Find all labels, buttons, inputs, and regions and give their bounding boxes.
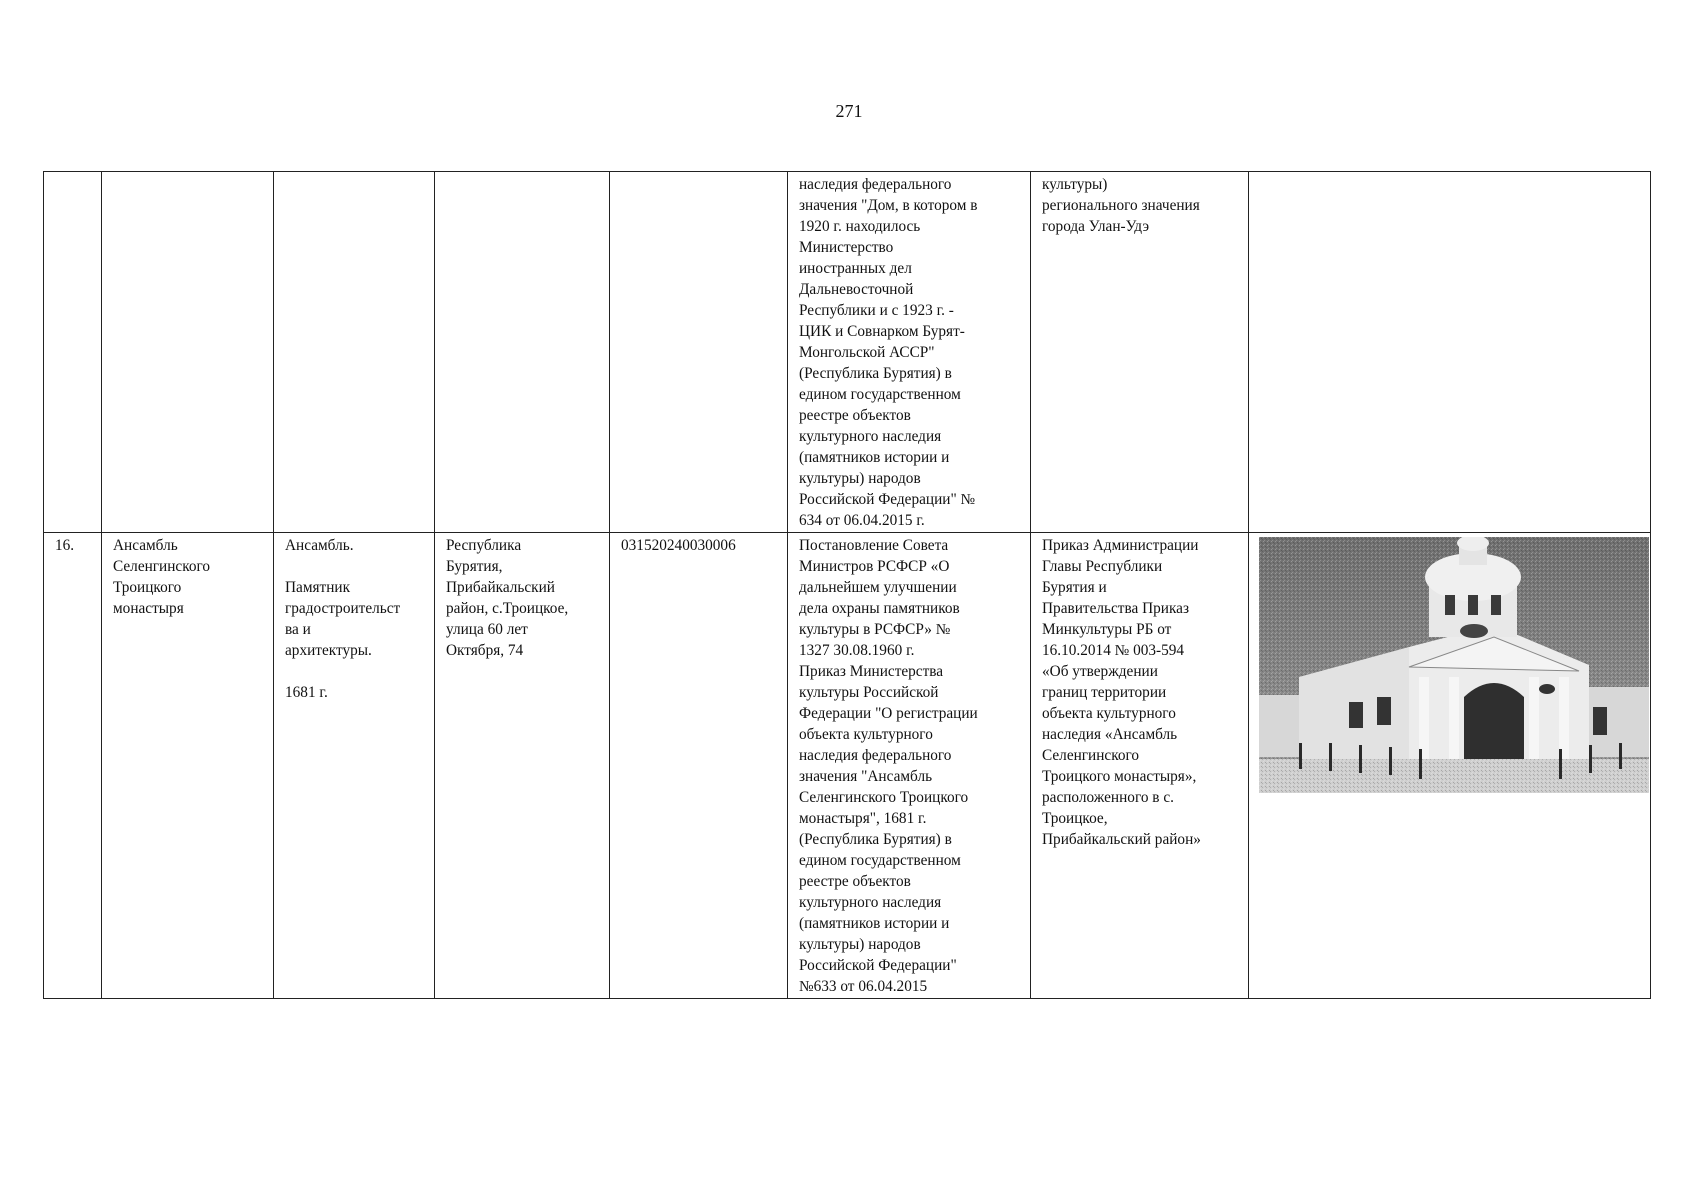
- regional-act-cell: Приказ Администрации Главы Республики Бурятия и Правительства Приказ Минкультуры РБ от 16.10.2014 № 003-594 «Об утверждении границ территории объекта культурного наследия «Ансамбль Селенгинского Троицкого монастыря», расположенного в с. Троицкое, Прибайкальский район»: [1031, 533, 1249, 999]
- address-cell: [435, 172, 610, 533]
- object-name-cell: Ансамбль Селенгинского Троицкого монастыря: [102, 533, 274, 999]
- monastery-photo: [1259, 537, 1649, 793]
- heritage-registry-table: [43, 171, 1651, 999]
- address-cell: Республика Бурятия, Прибайкальский район, с.Троицкое, улица 60 лет Октября, 74: [435, 533, 610, 999]
- photo-cell: [1249, 533, 1651, 999]
- registry-number-cell: [610, 172, 788, 533]
- regional-act-cell: культуры) регионального значения города Улан-Удэ: [1031, 172, 1249, 533]
- federal-act-cell: наследия федерального значения "Дом, в котором в 1920 г. находилось Министерство иностранных дел Дальневосточной Республики и с 1923 г. - ЦИК и Совнарком Бурят- Монгольской АССР" (Республика Бурятия) в едином государственном реестре объектов культурного наследия (памятников истории и культуры) народов Российской Федерации" № 634 от 06.04.2015 г.: [788, 172, 1031, 533]
- table-row: [44, 533, 1651, 999]
- table-row: [44, 172, 1651, 533]
- page-number: 271: [835, 101, 863, 121]
- registry-number-cell: 031520240030006: [610, 533, 788, 999]
- object-type-cell: [274, 172, 435, 533]
- federal-act-cell: Постановление Совета Министров РСФСР «О дальнейшем улучшении дела охраны памятников культуры в РСФСР» № 1327 30.08.1960 г. Приказ Министерства культуры Российской Федерации "О регистрации объекта культурного наследия федерального значения "Ансамбль Селенгинского Троицкого монастыря", 1681 г. (Республика Бурятия) в едином государственном реестре объектов культурного наследия (памятников истории и культуры) народов Российской Федерации" №633 от 06.04.2015: [788, 533, 1031, 999]
- row-number-cell: 16.: [44, 533, 102, 999]
- object-name-cell: [102, 172, 274, 533]
- row-number-cell: [44, 172, 102, 533]
- object-type-cell: Ансамбль. Памятник градостроительст ва и архитектуры. 1681 г.: [274, 533, 435, 999]
- photo-cell: [1249, 172, 1651, 533]
